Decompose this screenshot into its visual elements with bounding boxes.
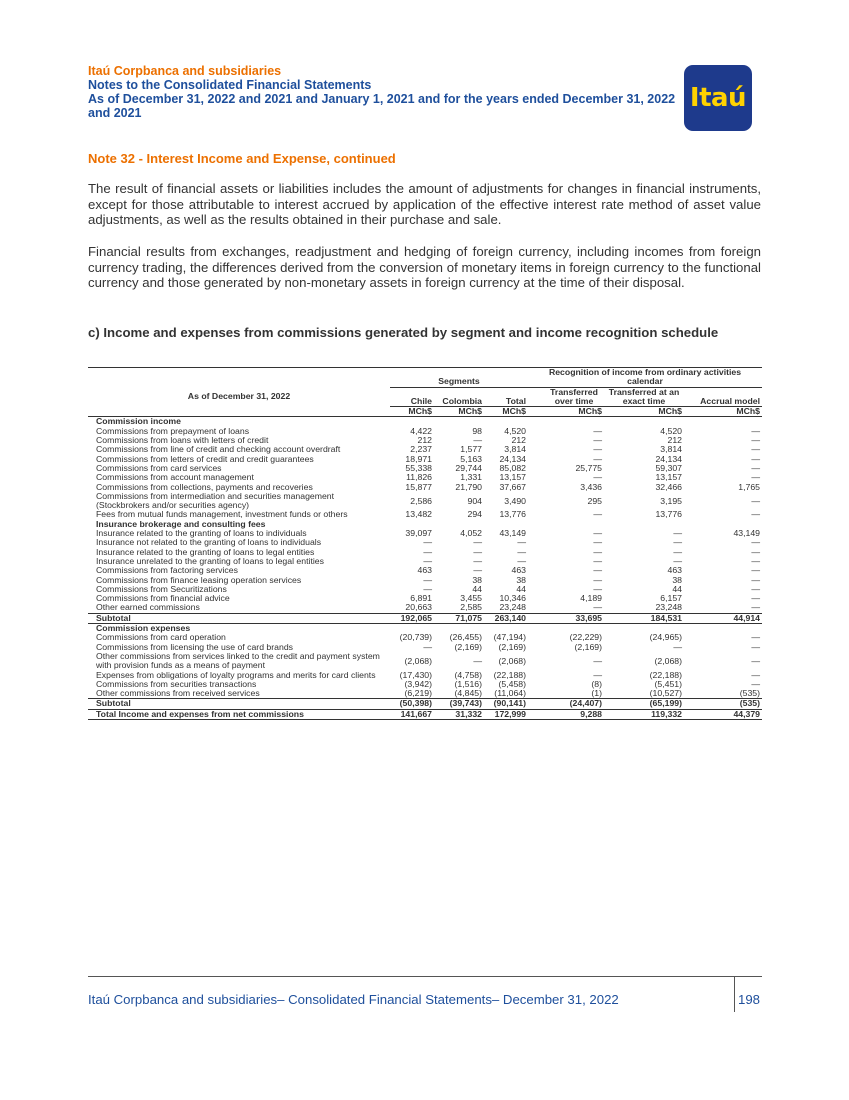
header-line-1: Notes to the Consolidated Financial Statements <box>88 78 372 92</box>
cell-value: 5,163 <box>460 453 482 464</box>
cell-value: 13,482 <box>405 509 432 520</box>
cell-value: — <box>673 537 683 548</box>
cell-value: 71,075 <box>434 613 484 623</box>
cell-value: 21,790 <box>455 481 482 492</box>
cell-value: (5,458) <box>498 678 527 689</box>
col-colombia: Colombia <box>442 395 482 406</box>
row-label: Commissions from financial advice <box>96 593 230 604</box>
cell-value: 172,999 <box>484 709 528 719</box>
row-label: Insurance related to the granting of loans to individuals <box>96 528 307 539</box>
cell-value: — <box>423 641 432 652</box>
unit-chile: MCh$ <box>390 407 434 417</box>
cell-value: — <box>751 565 761 576</box>
row-label: Total Income and expenses from net commissions <box>88 709 390 719</box>
cell-value: — <box>473 537 482 548</box>
cell-value: — <box>593 472 603 483</box>
cell-value: 1,331 <box>460 472 482 483</box>
unit-exact-time: MCh$ <box>604 407 684 417</box>
cell-value: 55,338 <box>405 462 432 473</box>
row-label: Commission income <box>96 416 181 427</box>
cell-value: (1,516) <box>454 678 482 689</box>
cell-value: 85,082 <box>499 462 527 473</box>
cell-value: (3,942) <box>404 678 432 689</box>
cell-value: — <box>751 593 761 604</box>
col-transferred-over-time: Transferred over time <box>550 386 598 406</box>
cell-value: — <box>473 555 482 566</box>
cell-value: (535) <box>739 688 761 699</box>
cell-value: 29,744 <box>455 462 482 473</box>
cell-value: 98 <box>472 425 482 436</box>
cell-value: 294 <box>467 509 482 520</box>
cell-value: (22,188) <box>649 669 683 680</box>
cell-value: — <box>473 565 482 576</box>
cell-value: 59,307 <box>655 462 683 473</box>
cell-value: 37,667 <box>499 481 527 492</box>
cell-value: (2,169) <box>498 641 527 652</box>
cell-value: — <box>423 574 432 585</box>
cell-value: 184,531 <box>604 613 684 623</box>
cell-value: 119,332 <box>604 709 684 719</box>
cell-value: (17,430) <box>399 669 432 680</box>
cell-value: — <box>751 425 761 436</box>
company-name: Itaú Corpbanca and subsidiaries <box>88 64 282 78</box>
cell-value: 38 <box>672 574 683 585</box>
cell-value: (24,965) <box>649 632 683 643</box>
cell-value: (47,194) <box>493 632 527 643</box>
col-total: Total <box>505 395 527 406</box>
cell-value: 4,189 <box>580 593 603 604</box>
cell-value: (26,455) <box>449 632 482 643</box>
document-header <box>88 64 688 120</box>
cell-value: 6,891 <box>410 593 432 604</box>
cell-value: — <box>751 669 761 680</box>
row-label: Expenses from obligations of loyalty programs and merits for card clients <box>96 669 376 680</box>
cell-value: — <box>593 528 603 539</box>
table-row <box>88 492 762 511</box>
subtotal-row <box>88 613 762 623</box>
cell-value: (2,169) <box>454 641 482 652</box>
cell-value: — <box>751 555 761 566</box>
cell-value: — <box>593 453 603 464</box>
as-of-header: As of December 31, 2022 <box>187 391 291 402</box>
row-label: Commissions from line of credit and checking account overdraft <box>96 444 341 455</box>
footer-text: Itaú Corpbanca and subsidiaries– Consolidated Financial Statements– December 31, 2022 <box>88 992 619 1007</box>
cell-value: — <box>593 555 603 566</box>
cell-value: 20,663 <box>405 602 432 613</box>
cell-value: — <box>751 546 761 557</box>
cell-value: (65,199) <box>604 699 684 709</box>
cell-value: 10,346 <box>499 593 527 604</box>
cell-value: 2,237 <box>410 444 432 455</box>
cell-value: 4,422 <box>410 425 432 436</box>
cell-value: (8) <box>591 678 603 689</box>
cell-value: 44 <box>472 583 482 594</box>
header-line-2: As of December 31, 2022 and 2021 and January 1, 2021 and for the years ended December 31, 2022 <box>88 92 676 106</box>
table-row <box>88 603 762 613</box>
cell-value: — <box>751 435 761 446</box>
cell-value: (90,141) <box>484 699 528 709</box>
cell-value: 31,332 <box>434 709 484 719</box>
cell-value: 13,157 <box>499 472 527 483</box>
cell-value: 192,065 <box>390 613 434 623</box>
row-label: Commission expenses <box>96 623 191 634</box>
row-label: Commissions from finance leasing operation services <box>96 574 302 585</box>
cell-value: 24,134 <box>655 453 683 464</box>
cell-value: — <box>673 641 683 652</box>
row-label: Other commissions from received services <box>96 688 260 699</box>
cell-value: 44,914 <box>684 613 762 623</box>
cell-value: — <box>593 435 603 446</box>
total-row <box>88 709 762 719</box>
cell-value: (22,229) <box>569 632 603 643</box>
cell-value: — <box>751 453 761 464</box>
cell-value: — <box>751 509 761 520</box>
cell-value: 3,814 <box>504 444 527 455</box>
cell-value: (2,068) <box>404 655 432 666</box>
cell-value: 43,149 <box>499 528 527 539</box>
cell-value: (4,845) <box>454 688 482 699</box>
cell-value: — <box>593 537 603 548</box>
row-label: Commissions from letters of credit and credit guarantees <box>96 453 314 464</box>
cell-value: — <box>517 555 527 566</box>
cell-value: 263,140 <box>484 613 528 623</box>
cell-value: — <box>473 655 482 666</box>
cell-value: 4,520 <box>504 425 527 436</box>
cell-value: (50,398) <box>390 699 434 709</box>
cell-value: 43,149 <box>733 528 761 539</box>
paragraph-2: Financial results from exchanges, readjustment and hedging of foreign currency, including incomes from foreign currency trading, the differences derived from the conversion of monetary items in foreign currency to the functional currency and those generated by non-monetary assets in foreign currency at the time of their disposal. <box>88 244 761 291</box>
row-label: Commissions from prepayment of loans <box>96 425 250 436</box>
cell-value: 3,490 <box>504 495 527 506</box>
cell-value: — <box>423 537 432 548</box>
cell-value: 3,455 <box>460 593 482 604</box>
commissions-table-container <box>88 367 762 720</box>
cell-value: — <box>751 655 761 666</box>
page-number: 198 <box>738 992 761 1007</box>
cell-value: 44 <box>672 583 683 594</box>
col-accrual-model: Accrual model <box>700 395 761 406</box>
row-label: Commissions from factoring services <box>96 565 238 576</box>
cell-value: (39,743) <box>434 699 484 709</box>
cell-value: — <box>593 574 603 585</box>
recognition-header: Recognition of income from ordinary activities calendar <box>528 368 762 388</box>
cell-value: — <box>751 632 761 643</box>
cell-value: 3,814 <box>660 444 683 455</box>
row-label: Subtotal <box>88 613 390 623</box>
cell-value: — <box>751 472 761 483</box>
unit-accrual: MCh$ <box>684 407 762 417</box>
cell-value: 24,134 <box>499 453 527 464</box>
cell-value: 25,775 <box>575 462 603 473</box>
cell-value: 2,585 <box>460 602 482 613</box>
row-label: Commissions from card operation <box>96 632 226 643</box>
row-label: Insurance unrelated to the granting of loans to legal entities <box>96 555 324 566</box>
cell-value: 4,520 <box>660 425 683 436</box>
cell-value: — <box>751 574 761 585</box>
cell-value: (11,064) <box>494 688 527 699</box>
cell-value: 2,586 <box>410 495 432 506</box>
cell-value: — <box>593 425 603 436</box>
cell-value: — <box>593 655 603 666</box>
cell-value: 11,826 <box>406 472 432 483</box>
row-label: Commissions from securities transactions <box>96 678 257 689</box>
itau-logo <box>684 65 752 131</box>
cell-value: 39,097 <box>405 528 432 539</box>
segments-header: Segments <box>390 368 528 388</box>
cell-value: 13,776 <box>655 509 683 520</box>
cell-value: — <box>751 602 761 613</box>
cell-value: 3,195 <box>660 495 683 506</box>
cell-value: — <box>423 555 432 566</box>
cell-value: 33,695 <box>528 613 604 623</box>
cell-value: — <box>517 537 527 548</box>
cell-value: 212 <box>667 435 683 446</box>
section-title: c) Income and expenses from commissions generated by segment and income recognition schedule <box>88 325 719 340</box>
row-label: Commissions from account management <box>96 472 254 483</box>
cell-value: 44,379 <box>684 709 762 719</box>
cell-value: — <box>517 546 527 557</box>
cell-value: (6,219) <box>404 688 432 699</box>
cell-value: 18,971 <box>405 453 432 464</box>
logo-text: Itaú <box>689 83 747 113</box>
row-label: Insurance related to the granting of loans to legal entities <box>96 546 315 557</box>
cell-value: 13,157 <box>655 472 683 483</box>
cell-value: 4,052 <box>460 528 482 539</box>
cell-value: 44 <box>516 583 527 594</box>
footer-separator <box>734 976 735 1012</box>
col-transferred-exact-time: Transferred at an exact time <box>608 386 680 406</box>
cell-value: 38 <box>472 574 482 585</box>
cell-value: 463 <box>511 565 527 576</box>
cell-value: 23,248 <box>499 602 527 613</box>
cell-value: — <box>423 546 432 557</box>
cell-value: (2,068) <box>654 655 683 666</box>
cell-value: — <box>593 602 603 613</box>
paragraph-1: The result of financial assets or liabilities includes the amount of adjustments for changes in financial instruments, except for those attributable to interest accrued by application of the effective interest rate method of asset value adjustments, as well as the results obtained in their purchase and sale. <box>88 181 761 228</box>
cell-value: 463 <box>417 565 432 576</box>
cell-value: — <box>751 583 761 594</box>
unit-over-time: MCh$ <box>528 407 604 417</box>
cell-value: 141,667 <box>390 709 434 719</box>
cell-value: — <box>673 546 683 557</box>
row-label: Insurance brokerage and consulting fees <box>96 518 266 529</box>
row-label: Commissions from collections, payments and recoveries <box>96 481 313 492</box>
cell-value: (1) <box>591 688 603 699</box>
row-label: Commissions from Securitizations <box>96 583 227 594</box>
cell-value: (22,188) <box>493 669 527 680</box>
cell-value: — <box>473 546 482 557</box>
cell-value: (5,451) <box>654 678 683 689</box>
cell-value: 23,248 <box>655 602 683 613</box>
cell-value: — <box>673 528 683 539</box>
row-label: Other earned commissions <box>96 602 200 613</box>
cell-value: — <box>473 435 482 446</box>
note-title: Note 32 - Interest Income and Expense, continued <box>88 151 396 166</box>
cell-value: 295 <box>587 495 603 506</box>
cell-value: 212 <box>511 435 527 446</box>
cell-value: (2,169) <box>574 641 603 652</box>
cell-value: — <box>673 555 683 566</box>
table-body <box>88 417 762 720</box>
cell-value: — <box>751 495 761 506</box>
cell-value: — <box>593 565 603 576</box>
cell-value: (24,407) <box>528 699 604 709</box>
row-label: Subtotal <box>88 699 390 709</box>
row-label: Other commissions from services linked to the credit and payment system with provision funds as a means of payment <box>96 650 380 671</box>
row-label: Fees from mutual funds management, investment funds or others <box>96 509 348 520</box>
cell-value: 6,157 <box>660 593 683 604</box>
cell-value: 1,577 <box>460 444 482 455</box>
cell-value: — <box>593 509 603 520</box>
cell-value: (2,068) <box>498 655 527 666</box>
row-label: Commissions from licensing the use of card brands <box>96 641 294 652</box>
unit-colombia: MCh$ <box>434 407 484 417</box>
header-line-3: and 2021 <box>88 106 142 120</box>
cell-value: 38 <box>516 574 527 585</box>
cell-value: — <box>593 583 603 594</box>
cell-value: — <box>593 669 603 680</box>
cell-value: 13,776 <box>499 509 527 520</box>
cell-value: 15,877 <box>405 481 432 492</box>
cell-value: 3,436 <box>580 481 603 492</box>
row-label: Insurance not related to the granting of loans to individuals <box>96 537 322 548</box>
commissions-table <box>88 367 762 720</box>
cell-value: — <box>751 462 761 473</box>
row-label: Commissions from loans with letters of credit <box>96 435 269 446</box>
cell-value: — <box>751 678 761 689</box>
cell-value: — <box>423 583 432 594</box>
cell-value: (10,527) <box>649 688 683 699</box>
cell-value: — <box>751 537 761 548</box>
unit-total: MCh$ <box>484 407 528 417</box>
cell-value: 904 <box>467 495 482 506</box>
cell-value: (535) <box>684 699 762 709</box>
row-label: Commissions from intermediation and securities management (Stockbrokers and/or securities agency) <box>96 490 335 511</box>
cell-value: — <box>593 444 603 455</box>
cell-value: — <box>593 546 603 557</box>
subtotal-row <box>88 699 762 709</box>
cell-value: — <box>751 444 761 455</box>
cell-value: 1,765 <box>738 481 761 492</box>
cell-value: 9,288 <box>528 709 604 719</box>
cell-value: — <box>751 641 761 652</box>
cell-value: (20,739) <box>399 632 432 643</box>
cell-value: 32,466 <box>655 481 683 492</box>
footer-divider <box>88 976 762 977</box>
cell-value: 463 <box>667 565 683 576</box>
row-label: Commissions from card services <box>96 462 222 473</box>
table-row <box>88 652 762 671</box>
col-chile: Chile <box>410 395 432 406</box>
cell-value: 212 <box>417 435 432 446</box>
cell-value: (4,758) <box>454 669 482 680</box>
